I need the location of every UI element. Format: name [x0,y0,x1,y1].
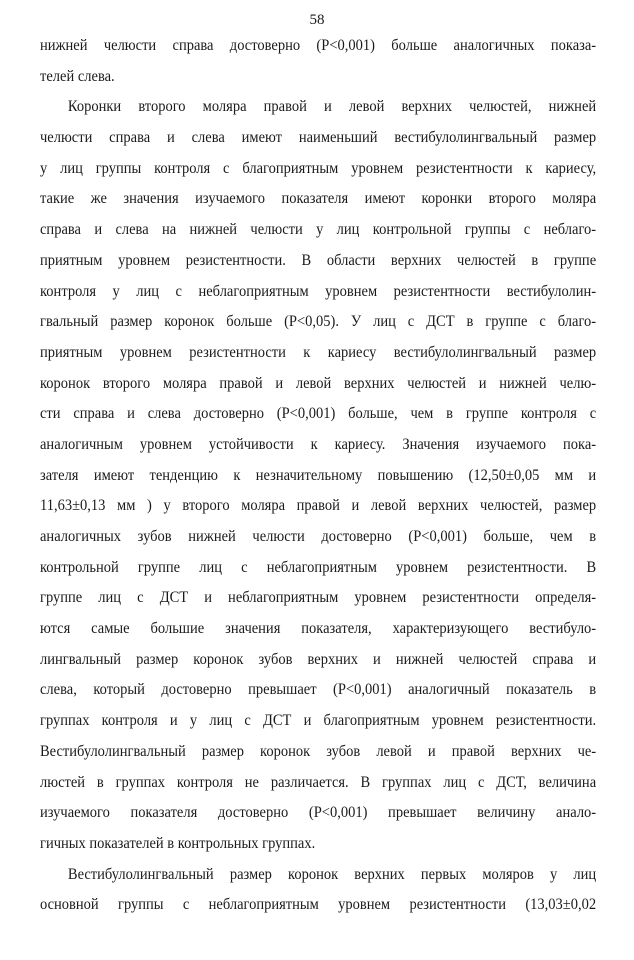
text-line: люстей в группах контроля не различается. В группах лиц с ДСТ, величина [40,773,597,791]
text-line: Вестибулолингвальный размер коронок верхних первых моляров у лиц [67,865,597,883]
text-line: такие же значения изучаемого показателя имеют коронки второго моляра [40,190,597,208]
text-line: приятным уровнем резистентности к кариесу вестибулолингвальный размер [40,343,597,361]
text-line: сти справа и слева достоверно (Р<0,001) больше, чем в группе контроля с [40,405,597,423]
text-line: приятным уровнем резистентности. В области верхних челюстей в группе [40,251,597,269]
document-body [40,31,596,921]
text-line: коронок второго моляра правой и левой верхних челюстей и нижней челю- [40,374,597,392]
text-line: телей слева. [40,67,115,85]
text-line: контрольной группе лиц с неблагоприятным уровнем резистентности. В [40,558,597,576]
text-line: гвальный размер коронок больше (Р<0,05). У лиц с ДСТ в группе с благо- [40,313,597,331]
text-line: основной группы с неблагоприятным уровнем резистентности (13,03±0,02 [40,896,597,914]
text-line: аналогичных зубов нижней челюсти достоверно (Р<0,001) больше, чем в [40,528,597,545]
text-line: справа и слева на нижней челюсти у лиц контрольной группы с неблаго- [40,221,597,239]
text-line: группах контроля и у лиц с ДСТ и благоприятным уровнем резистентности. [40,712,597,730]
paragraph [40,92,596,859]
paragraph [40,860,596,921]
text-line: слева, который достоверно превышает (Р<0,001) аналогичный показатель в [40,681,597,699]
text-line: 11,63±0,13 мм ) у второго моляра правой и левой верхних челюстей, размер [40,497,597,515]
text-line: зателя имеют тенденцию к незначительному повышению (12,50±0,05 мм и [40,466,597,484]
text-line: контроля у лиц с неблагоприятным уровнем резистентности вестибулолин- [40,282,597,300]
text-line: Вестибулолингвальный размер коронок зубов левой и правой верхних че- [40,742,597,760]
text-line: у лиц группы контроля с благоприятным уровнем резистентности к кариесу, [40,159,597,177]
page-number: 58 [309,12,325,28]
text-line: Коронки второго моляра правой и левой верхних челюстей, нижней [67,98,597,116]
text-line: гичных показателей в контрольных группах. [40,834,316,852]
text-line: аналогичным уровнем устойчивости к кариесу. Значения изучаемого пока- [40,435,597,453]
text-line: нижней челюсти справа достоверно (Р<0,001) больше аналогичных показа- [40,37,597,54]
text-line: лингвальный размер коронок зубов верхних и нижней челюстей справа и [40,650,597,668]
text-line: группе лиц с ДСТ и неблагоприятным уровнем резистентности определя- [40,589,597,607]
paragraph [40,31,596,92]
text-line: ются самые большие значения показателя, характеризующего вестибуло- [40,620,597,638]
text-line: изучаемого показателя достоверно (Р<0,001) превышает величину анало- [40,804,597,822]
text-line: челюсти справа и слева имеют наименьший вестибулолингвальный размер [40,129,597,147]
